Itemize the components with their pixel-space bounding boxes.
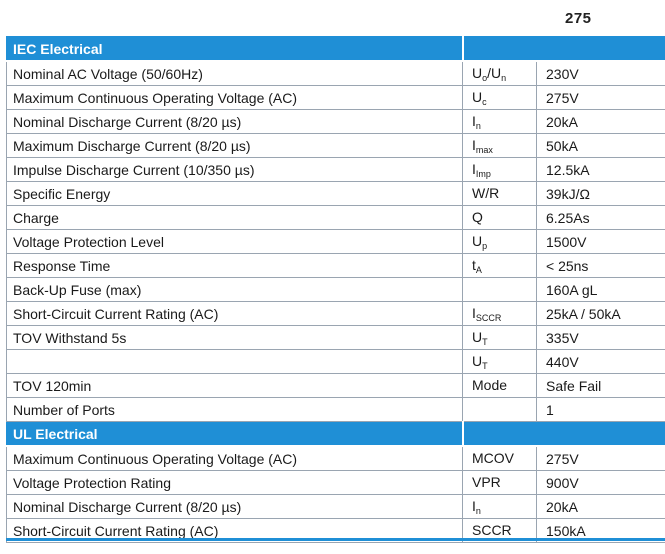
symbol-cell [463,254,537,278]
symbol-text: U [472,328,483,345]
symbol-subscript: max [475,144,493,155]
symbol-cell [463,182,537,206]
model-column-header: 275 [565,10,592,27]
section-header-fill [463,422,665,447]
symbol-subscript: Imp [475,168,491,179]
symbol-text: MCOV [472,449,514,466]
symbol-text: I [472,160,476,177]
symbol-cell [463,278,537,302]
value-cell: 20kA [537,495,665,519]
parameter-cell: Maximum Discharge Current (8/20 µs) [7,134,463,158]
table-row [7,61,665,86]
table-row [7,230,665,254]
table-row [7,86,665,110]
spec-table [6,36,665,543]
parameter-cell: Nominal Discharge Current (8/20 µs) [7,495,463,519]
bottom-accent-bar [6,538,665,541]
symbol-text: /U [487,64,502,81]
symbol-subscript: n [475,120,481,131]
symbol-text: I [472,112,476,129]
value-cell: 50kA [537,134,665,158]
value-cell: 335V [537,326,665,350]
table-row [7,398,665,422]
symbol-cell [463,495,537,519]
symbol-text: U [472,232,483,249]
value-cell: 230V [537,61,665,86]
symbol-text: I [472,304,476,321]
parameter-cell: Maximum Continuous Operating Voltage (AC) [7,446,463,471]
symbol-subscript: o [482,72,488,83]
table-row [7,350,665,374]
parameter-cell [7,350,463,374]
section-header-row [7,422,665,447]
section-title: UL Electrical [7,422,463,447]
symbol-subscript: T [482,336,488,347]
value-cell: 12.5kA [537,158,665,182]
table-row [7,110,665,134]
symbol-subscript: p [482,240,488,251]
parameter-cell: Voltage Protection Level [7,230,463,254]
value-cell: 900V [537,471,665,495]
symbol-cell [463,134,537,158]
symbol-cell [463,398,537,422]
table-row [7,158,665,182]
parameter-cell: Nominal Discharge Current (8/20 µs) [7,110,463,134]
value-cell: 20kA [537,110,665,134]
value-cell: 1 [537,398,665,422]
symbol-text: I [472,136,476,153]
symbol-text: Mode [472,376,508,393]
value-cell: 150kA [537,519,665,543]
symbol-cell [463,110,537,134]
symbol-text: t [472,256,476,273]
table-row [7,206,665,230]
symbol-cell [463,86,537,110]
symbol-text: Q [472,208,483,225]
symbol-cell [463,374,537,398]
parameter-cell: Nominal AC Voltage (50/60Hz) [7,61,463,86]
table-row [7,134,665,158]
symbol-text: W/R [472,184,500,201]
section-header-fill [463,37,665,62]
table-row [7,471,665,495]
symbol-cell [463,350,537,374]
symbol-cell [463,206,537,230]
symbol-subscript: A [475,264,482,275]
symbol-cell [463,471,537,495]
parameter-cell: Specific Energy [7,182,463,206]
value-cell: 1500V [537,230,665,254]
symbol-text: VPR [472,473,501,490]
value-cell: 275V [537,446,665,471]
table-row [7,446,665,471]
parameter-cell: TOV Withstand 5s [7,326,463,350]
symbol-cell [463,230,537,254]
section-title: IEC Electrical [7,37,463,62]
symbol-text: I [472,497,476,514]
parameter-cell: Short-Circuit Current Rating (AC) [7,519,463,543]
symbol-text: U [472,352,483,369]
parameter-cell: Charge [7,206,463,230]
parameter-cell: TOV 120min [7,374,463,398]
value-cell: 39kJ/Ω [537,182,665,206]
table-row [7,278,665,302]
symbol-cell [463,61,537,86]
value-cell: 25kA / 50kA [537,302,665,326]
table-row [7,495,665,519]
symbol-subscript: SCCR [475,312,502,323]
value-cell: 440V [537,350,665,374]
parameter-cell: Number of Ports [7,398,463,422]
symbol-cell [463,302,537,326]
table-row [7,326,665,350]
symbol-text: U [472,64,483,81]
symbol-subscript: T [482,360,488,371]
symbol-cell [463,326,537,350]
table-row [7,374,665,398]
value-cell: < 25ns [537,254,665,278]
parameter-cell: Response Time [7,254,463,278]
value-cell: Safe Fail [537,374,665,398]
parameter-cell: Short-Circuit Current Rating (AC) [7,302,463,326]
symbol-cell [463,446,537,471]
spec-table-body [7,37,665,543]
symbol-cell [463,158,537,182]
table-row [7,182,665,206]
table-row [7,302,665,326]
parameter-cell: Back-Up Fuse (max) [7,278,463,302]
value-cell: 160A gL [537,278,665,302]
parameter-cell: Impulse Discharge Current (10/350 µs) [7,158,463,182]
symbol-text: U [472,88,483,105]
parameter-cell: Maximum Continuous Operating Voltage (AC) [7,86,463,110]
parameter-cell: Voltage Protection Rating [7,471,463,495]
symbol-subscript: n [475,505,481,516]
symbol-text: SCCR [472,521,512,538]
value-cell: 6.25As [537,206,665,230]
value-cell: 275V [537,86,665,110]
table-row [7,254,665,278]
symbol-subscript: n [501,72,507,83]
symbol-subscript: c [482,96,487,107]
section-header-row [7,37,665,62]
